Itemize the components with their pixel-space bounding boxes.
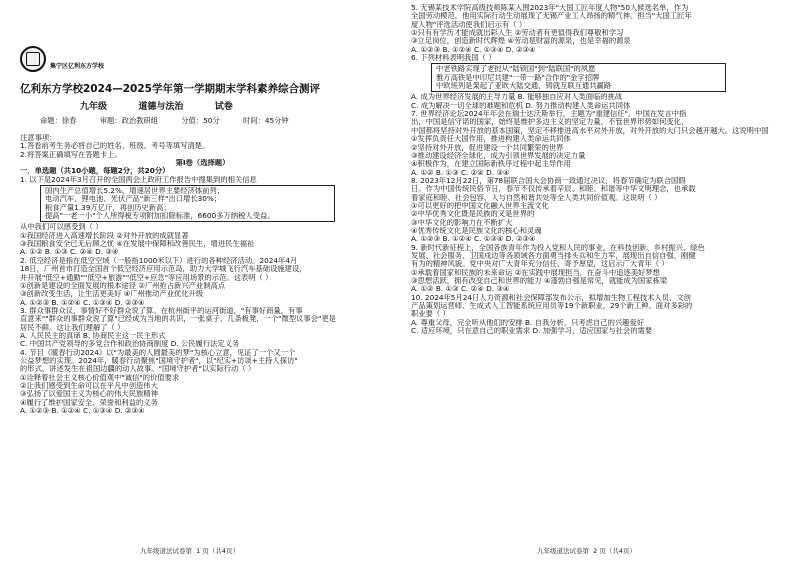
text-line: ③立足岗位，创造新时代辉煌 ④劳动是财富的源泉，也是幸福的源泉 bbox=[411, 37, 631, 46]
text-line: A. 成为世界经济发展的主导力量 B. 能够独自应对人类面临的挑战 bbox=[411, 93, 623, 102]
subject: 道德与法治 bbox=[138, 102, 184, 112]
text-line: C. 中国共产党领导的多党合作和政治协商制度 D. 公民履行法定义务 bbox=[20, 340, 240, 349]
text-line: 中国都将坚持对外开放的基本国策，坚定不移推进高水平对外开放，对外开放的大门只会越开越大。这说明中国 bbox=[411, 126, 769, 135]
text-line: 的形式，讲述发生在祖国边疆的动人故事。"国境守护者"以实际行动（ ） bbox=[20, 365, 256, 374]
exam-meta bbox=[20, 116, 385, 126]
text-line: ①发挥负责任大国作用，推进构建人类命运共同体 bbox=[411, 135, 571, 144]
material-box-1 bbox=[40, 185, 335, 222]
text-line: 发展、社会服务、卫国戍边等各领域各方面勇当排头兵和生力军，展现出自信自强、刚健 bbox=[411, 251, 696, 260]
text-line: 产品策划运营师、生成式人工智能系统应用员等19个新职业，29个新工种。面对多彩的 bbox=[411, 302, 693, 311]
text-line: 2. 低空经济是指在低空空域（一般指1000米以下）进行的各种经济活动。2024年4月 bbox=[20, 256, 298, 265]
text-line: A. ①② B. ①③ C. ②④ D. ③④ bbox=[411, 285, 510, 294]
text-line: ④积极作为，在建立国际新秩序过程中起主导作用 bbox=[411, 160, 571, 169]
paper-type: 试卷 bbox=[214, 102, 233, 112]
text-line: 9. 新时代新征程上，全国各族青年作为投入党和人民的事业，在科技创新、乡村振兴、绿色 bbox=[411, 243, 705, 252]
question-text-c bbox=[411, 4, 784, 62]
section-title: 第Ⅰ卷（选择题） bbox=[175, 159, 230, 168]
text-line: 18日，广州首市打造全国首个低空经济应用示范岛，助力大学城飞行汽车基础设施建设， bbox=[20, 265, 307, 274]
text-line: ③弘扬了以爱国主义为核心的伟大民族精神 bbox=[20, 390, 158, 399]
note-line: 2.将答案正确填写在答题卡上。 bbox=[20, 150, 122, 159]
text-line: 国内生产总值增长5.2%，增速居世界主要经济体前列； bbox=[45, 187, 225, 196]
text-line: ②让我们感受到生命可以在平凡中创造伟大 bbox=[20, 381, 158, 390]
text-line: A. ①②③ B. ①②④ C. ①③④ D. ②③④ bbox=[411, 235, 536, 244]
text-line: 中老铁路实现了老挝从"陆锁国"到"陆联国"的夙愿 bbox=[436, 65, 596, 74]
text-line: ③推动建设经济全球化，成为引领世界发展的决定力量 bbox=[411, 151, 586, 160]
score: 分值：50分 bbox=[181, 116, 220, 125]
text-line: ④履行了维护国家安全、荣誉和利益的义务 bbox=[20, 398, 158, 407]
exam-title: 亿利东方学校2024—2025学年第一学期期末学科素养综合测评 bbox=[20, 83, 320, 95]
text-line: ③中华文化的影响力在不断扩大 bbox=[411, 218, 513, 227]
text-line: 有为的精神风貌。党中央对广大青年充分信任、寄予厚望，这启示广大青年（ ） bbox=[411, 260, 669, 269]
text-line: ③思想活跃，拥有改变自己和世界的能力 ④蓬勃自强是常见，就能成为国家栋梁 bbox=[411, 277, 668, 285]
notes bbox=[20, 134, 385, 159]
text-line: 6. 下列材料表明我国（ ） bbox=[411, 54, 496, 63]
note-line: 注意事项： bbox=[20, 134, 57, 142]
reviewer: 审题：政治教研组 bbox=[99, 116, 159, 125]
page-footer-left: 九年级道法试卷第 1 页（共4页） bbox=[140, 547, 239, 555]
text-line: A. ①② B. ①③ C. ②④ D. ③④ bbox=[411, 168, 510, 177]
text-line: 出，中国是信守诺的国家，始终是维护多边主义的坚定力量，不管世界形势如何变化， bbox=[411, 118, 689, 127]
text-line: 度人物"评选活动使我们启示有（ ） bbox=[411, 20, 527, 29]
text-line: 电动汽车、锂电池、光伏产品"新三样"出口增长30%； bbox=[45, 195, 222, 204]
note-line: 1.答卷前考生务必将自己的姓名、班级、考号等填写清楚。 bbox=[20, 142, 210, 151]
text-line: A. 尊重父母，完全听从他们的安排 B. 自我分析，只考虑自己的兴趣爱好 bbox=[411, 318, 645, 327]
time-limit: 时间：45分钟 bbox=[242, 116, 289, 125]
text-line: 5. 无锡某技术学院高级技师陈某入围2023年"大国工匠年度人物"50人候选名单，作为 bbox=[411, 4, 689, 12]
text-line: ④优秀传统文化是民族文化的核心和灵魂 bbox=[411, 226, 542, 235]
text-line: ①创新是建设的全面发展的根本途径 ②广州抢占新兴产业制高点 bbox=[20, 281, 226, 290]
text-line: ③我国粮食安全已无后顾之忧 ④在发展中保障和改善民生，增进民生福祉 bbox=[20, 240, 255, 249]
text-line: 3. 群众事群众议，事情好不好群众说了算。在杭州街平的运河街道，"有事好商量，有事 bbox=[20, 306, 303, 315]
page-2 bbox=[397, 0, 794, 561]
text-line: 居民不鲜。这让我们理解了（ ） bbox=[20, 323, 125, 332]
text-line: A. ①②③ B. ①②④ C. ①③④ D. ②③④ bbox=[20, 298, 145, 307]
text-line: ③创新改变生活，让生活更美好 ④广州推动产业优化升级 bbox=[20, 290, 204, 299]
school-name: 集宁区亿利东方学校 bbox=[50, 62, 105, 70]
text-line: C. 适应环境，只在意自己的职业需求 D. 加强学习，适应国家与社会的需要 bbox=[411, 327, 653, 336]
text-line: 4. 节目《暖春行动2024》以"为最美的人圆最美的梦"为核心立意，见证了一个又一个 bbox=[20, 348, 296, 357]
text-line: 公益梦想的实现。2024年，暖春行动聚焦"国境守护者"，以"纪实+访谈+主持人探访" bbox=[20, 356, 298, 365]
text-line: A. ①② B. ①③ C. ②④ D. ③④ bbox=[20, 248, 119, 257]
text-line: ①可以更好的把中国文化融入世界主流文化 bbox=[411, 201, 549, 210]
text-line: ②中华优秀文化既是民族的又是世界的 bbox=[411, 210, 535, 219]
grade: 九年级 bbox=[80, 102, 108, 112]
school-logo-icon bbox=[20, 46, 46, 72]
text-line: 10. 2024年5月24日人力资源和社会保障部发布公示，拟增加生物工程技术人员、文创 bbox=[411, 293, 691, 302]
page-footer-right: 九年级道法试卷第 2 页（共4页） bbox=[537, 547, 636, 555]
text-line: A. ①②③ B. ①②④ C. ①③④ D. ②③④ bbox=[20, 407, 145, 415]
question-text-b bbox=[20, 223, 385, 415]
text-line: ①我国经济进入高速增长阶段 ②对外开放的成就显著 bbox=[20, 231, 189, 240]
text-line: ①只有有学历才能成就出彩人生 ②劳动者有更值得我们尊敬和学习 bbox=[411, 29, 624, 38]
author: 命题：徐春 bbox=[40, 116, 77, 125]
text-line: 8. 2023年12月22日，第78届联合国大会协商一致通过决议，将春节确定为联合国假 bbox=[411, 176, 686, 185]
text-line: ①诠释着社会主义核心价值观中"诚信"的价值要求 bbox=[20, 373, 180, 382]
text-line: 日。作为中国传统民俗节日，春节不仅传承着辛辰、和睦、和谐等中华文明理念，也承载 bbox=[411, 185, 696, 194]
material-box-2 bbox=[431, 63, 726, 92]
text-line: 全国劳动模范，他用实际行动生动展现了无锡产业工人昂扬的精气神。担当"大国工匠年 bbox=[411, 12, 692, 21]
section-instruction: 一．单选题（共10小题，每题2分，共20分） bbox=[20, 167, 170, 176]
text-line: 提高"一老一小"个人所得税专项附加扣除标准，6600多万纳税人受益。 bbox=[45, 212, 275, 221]
text-line: 7. 世界经济论坛2024年年会在瑞士达沃斯举行，主题为"重建信任"。中国在发言中指 bbox=[411, 110, 687, 119]
text-line: A. ①②③ B. ①②④ C. ①③④ D. ②③④ bbox=[411, 45, 536, 54]
text-line: 从中我们可以感受到（ ） bbox=[20, 223, 103, 232]
text-line: 1. 以下是2024年3月召开的全国两会上政府工作报告中搜集到的相关信息 bbox=[20, 175, 257, 184]
school-header bbox=[20, 42, 385, 76]
text-line: 雅万高铁是中印尼共建"一带一路"合作的"金字招牌 bbox=[436, 73, 600, 82]
question-text-a bbox=[20, 176, 385, 184]
text-line: 直意来""群众的事群众说了算"已经成为当地的共识，一张桌子、几条板凳，一个"微型议事会"更是 bbox=[20, 315, 336, 324]
question-text-d bbox=[411, 93, 784, 335]
text-line: 粮食产量1.39万亿斤，再创历史新高； bbox=[45, 203, 171, 212]
text-line: A. 人民民主的真谛 B. 协商民主这一民主形式 bbox=[20, 331, 166, 340]
text-line: 中欧班列是架起了亚欧大陆交通，铸就互联互通共赢路 bbox=[436, 82, 612, 91]
text-line: ②坚持对外开放，促进建设一个共同繁荣的世界 bbox=[411, 143, 564, 152]
text-line: ①承载着国家和民族的未来命运 ②在实践中展现担当，在奋斗中追逐美好梦想 bbox=[411, 268, 660, 277]
text-line: C. 成为解决一切全球的难题和危机 D. 努力推动构建人类命运共同体 bbox=[411, 101, 631, 110]
subject-line bbox=[20, 101, 385, 114]
text-line: 并开展"低空+通勤""低空+旅游""低空+应急"等应用场景的示范。这表明（ ） bbox=[20, 273, 273, 282]
text-line: 职业要（ ） bbox=[411, 310, 450, 319]
text-line: 着家庭和睦、社会包容、人与自然和谐共处等全人类共同价值观。这说明（ ） bbox=[411, 193, 662, 202]
